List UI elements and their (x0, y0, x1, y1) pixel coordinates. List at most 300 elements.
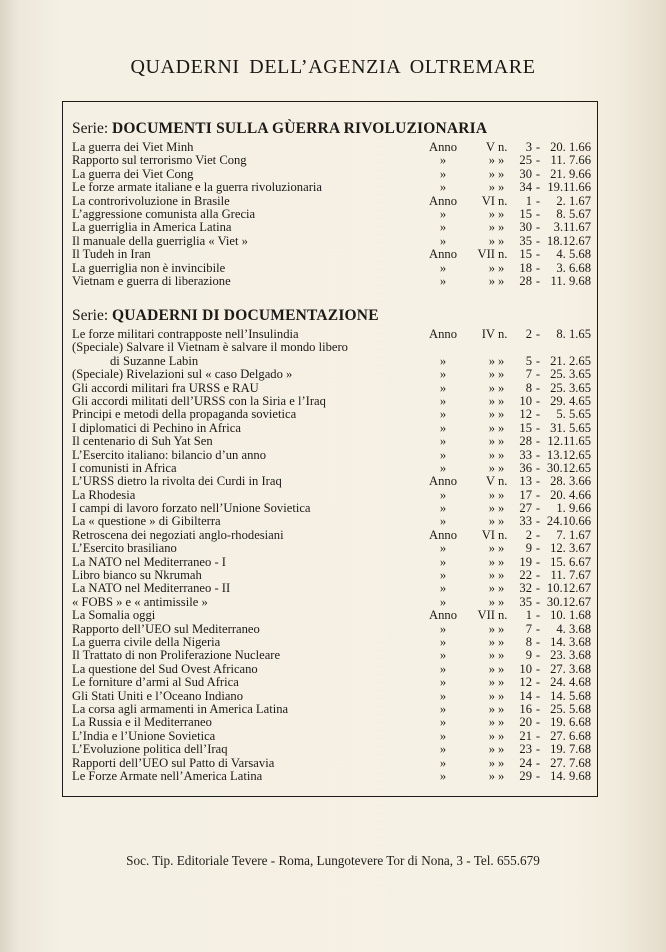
item-date: 27. 3.68 (550, 661, 591, 676)
item-title: (Speciale) Salvare il Vietnam è salvare il mondo libero (72, 340, 348, 355)
item-volume: V (485, 140, 495, 154)
list-item (72, 208, 591, 221)
item-volume: » (488, 501, 495, 516)
item-n: » (498, 447, 505, 462)
item-volume: » (488, 260, 495, 275)
item-title: La Somalia oggi (72, 608, 156, 623)
list-item (72, 408, 591, 421)
item-anno: Anno (429, 474, 457, 489)
list-item (72, 730, 591, 743)
item-date: 25. 3.65 (550, 380, 591, 395)
item-title: I diplomatici di Pechino in Africa (72, 420, 241, 435)
item-issue: 29 (519, 768, 532, 783)
item-anno: » (439, 701, 447, 716)
series-name: QUADERNI DI DOCUMENTAZIONE (112, 307, 379, 324)
item-issue: 27 (519, 501, 532, 516)
item-issue: 7 (525, 367, 532, 382)
item-title: L’Esercito italiano: bilancio d’un anno (72, 447, 266, 462)
item-date: 24. 4.68 (550, 675, 591, 690)
item-issue: 10 (519, 393, 532, 408)
item-date: 25. 3.65 (550, 367, 591, 382)
item-separator: - (535, 661, 541, 676)
item-date: 8. 1.65 (556, 327, 591, 341)
item-separator: - (535, 554, 541, 569)
item-issue: 20 (519, 715, 532, 730)
item-title: La Rhodesia (72, 487, 136, 502)
list-item (72, 181, 591, 194)
item-title: L’Esercito brasiliano (72, 541, 177, 556)
item-date: 3.11.67 (553, 220, 591, 235)
item-volume: » (488, 166, 495, 181)
item-n: » (498, 768, 505, 783)
item-n: » (498, 233, 505, 248)
item-separator: - (535, 514, 541, 529)
item-date: 31. 5.65 (550, 420, 591, 435)
item-separator: - (535, 447, 541, 462)
list-item (72, 676, 591, 689)
list-item (72, 757, 591, 770)
item-anno: » (439, 206, 447, 221)
item-date: 19.11.66 (547, 180, 591, 195)
item-title: Il manuale della guerriglia « Viet » (72, 233, 248, 248)
item-volume: » (488, 661, 495, 676)
item-separator: - (535, 460, 541, 475)
item-separator: - (535, 487, 541, 502)
item-n: » (498, 273, 505, 288)
list-item (72, 355, 591, 368)
item-volume: » (488, 728, 495, 743)
item-volume: » (488, 393, 495, 408)
item-title: La NATO nel Mediterraneo - I (72, 554, 226, 569)
item-volume: » (488, 420, 495, 435)
item-date: 7. 1.67 (556, 527, 591, 542)
item-title: Il Tudeh in Iran (72, 247, 151, 262)
item-volume: » (488, 742, 495, 757)
item-title: Gli accordi militari fra URSS e RAU (72, 380, 259, 395)
item-anno: » (439, 166, 447, 181)
item-n: » (498, 206, 505, 221)
item-anno: » (439, 233, 447, 248)
series-name: DOCUMENTI SULLA GÙERRA RIVOLUZIONARIA (112, 120, 488, 137)
item-date: 21. 9.66 (550, 166, 591, 181)
item-title: La corsa agli armamenti in America Latina (72, 701, 289, 716)
list-item (72, 422, 591, 435)
item-n: » (498, 661, 505, 676)
item-volume: » (488, 367, 495, 382)
list-item (72, 275, 591, 288)
list-item (72, 770, 591, 783)
item-date: 5. 5.65 (556, 407, 591, 422)
item-volume: » (488, 353, 495, 368)
item-issue: 10 (519, 661, 532, 676)
series-heading (72, 119, 591, 139)
list-item (72, 168, 591, 181)
item-title: di Suzanne Labin (110, 353, 199, 368)
item-volume: » (488, 273, 495, 288)
item-volume: » (488, 407, 495, 422)
item-n: » (498, 581, 505, 596)
item-date: 23. 3.68 (550, 648, 591, 663)
list-item (72, 609, 591, 622)
item-date: 4. 3.68 (556, 621, 591, 636)
item-anno: » (439, 447, 447, 462)
item-anno: Anno (429, 140, 457, 154)
item-n: » (498, 420, 505, 435)
list-item (72, 462, 591, 475)
list-item (72, 221, 591, 234)
item-separator: - (535, 608, 541, 623)
item-title: I campi di lavoro forzato nell’Unione Sovietica (72, 501, 311, 516)
item-anno: » (439, 273, 447, 288)
item-anno: » (439, 460, 447, 475)
item-issue: 15 (519, 206, 532, 221)
item-issue: 32 (519, 581, 532, 596)
item-volume: VII (477, 608, 495, 623)
item-anno: » (439, 648, 447, 663)
list-item (72, 195, 591, 208)
item-anno: » (439, 581, 447, 596)
item-volume: » (488, 675, 495, 690)
item-separator: - (535, 715, 541, 730)
list-item (72, 542, 591, 555)
item-anno: » (439, 634, 447, 649)
item-separator: - (535, 353, 541, 368)
item-n: » (498, 260, 505, 275)
item-n: n. (498, 140, 508, 154)
item-separator: - (535, 434, 541, 449)
item-issue: 35 (519, 233, 532, 248)
item-date: 11. 7.67 (550, 568, 591, 583)
item-title: Vietnam e guerra di liberazione (72, 273, 231, 288)
item-n: » (498, 353, 505, 368)
item-n: » (498, 367, 505, 382)
item-date: 4. 5.68 (556, 247, 591, 262)
item-n: » (498, 460, 505, 475)
item-date: 27. 7.68 (550, 755, 591, 770)
item-anno: » (439, 501, 447, 516)
item-volume: » (488, 153, 495, 168)
item-separator: - (535, 768, 541, 783)
item-title: (Speciale) Rivelazioni sul « caso Delgado » (72, 367, 293, 382)
list-item (72, 663, 591, 676)
item-issue: 9 (525, 541, 532, 556)
item-separator: - (535, 220, 541, 235)
item-anno: » (439, 353, 447, 368)
item-date: 12.11.65 (547, 434, 591, 449)
item-volume: V (485, 474, 495, 489)
item-date: 8. 5.67 (556, 206, 591, 221)
item-volume: IV (481, 327, 495, 341)
item-anno: » (439, 260, 447, 275)
item-issue: 36 (519, 460, 532, 475)
item-volume: » (488, 768, 495, 783)
item-n: » (498, 688, 505, 703)
item-anno: » (439, 661, 447, 676)
list-item (72, 154, 591, 167)
item-volume: » (488, 648, 495, 663)
item-n: n. (498, 193, 508, 208)
item-issue: 7 (525, 621, 532, 636)
item-n: n. (498, 527, 508, 542)
item-volume: » (488, 568, 495, 583)
list-item (72, 569, 591, 582)
item-issue: 16 (519, 701, 532, 716)
item-separator: - (535, 634, 541, 649)
item-issue: 3 (525, 140, 532, 154)
item-n: » (498, 180, 505, 195)
item-n: » (498, 514, 505, 529)
item-date: 15. 6.67 (550, 554, 591, 569)
item-title: Gli Stati Uniti e l’Oceano Indiano (72, 688, 244, 703)
item-n: » (498, 541, 505, 556)
list-item (72, 328, 591, 341)
item-separator: - (535, 206, 541, 221)
item-title: Le Forze Armate nell’America Latina (72, 768, 263, 783)
item-anno: » (439, 554, 447, 569)
item-anno: » (439, 380, 447, 395)
item-issue: 21 (519, 728, 532, 743)
item-anno: » (439, 180, 447, 195)
item-volume: » (488, 514, 495, 529)
item-separator: - (535, 728, 541, 743)
item-separator: - (535, 393, 541, 408)
list-item (72, 395, 591, 408)
item-title: Rapporti dell’UEO sul Patto di Varsavia (72, 755, 275, 770)
item-anno: » (439, 220, 447, 235)
list-item (72, 141, 591, 154)
item-title: La Russia e il Mediterraneo (72, 715, 212, 730)
item-anno: » (439, 768, 447, 783)
item-title: Il Trattato di non Proliferazione Nucleare (72, 648, 281, 663)
list-item (72, 449, 591, 462)
item-n: » (498, 153, 505, 168)
item-anno: » (439, 688, 447, 703)
item-title: Gli accordi militati dell’URSS con la Siria e l’Iraq (72, 393, 326, 408)
list-item (72, 435, 591, 448)
item-title: Principi e metodi della propaganda sovietica (72, 407, 297, 422)
series-list (72, 141, 591, 288)
item-date: 19. 6.68 (550, 715, 591, 730)
item-n: » (498, 487, 505, 502)
item-separator: - (535, 541, 541, 556)
item-title: Rapporto dell’UEO sul Mediterraneo (72, 621, 260, 636)
list-item (72, 582, 591, 595)
item-title: Le forze armate italiane e la guerra rivoluzionaria (72, 180, 322, 195)
item-volume: » (488, 755, 495, 770)
item-volume: » (488, 688, 495, 703)
item-issue: 28 (519, 273, 532, 288)
item-anno: Anno (429, 247, 457, 262)
item-volume: » (488, 541, 495, 556)
item-anno: » (439, 434, 447, 449)
item-n: » (498, 728, 505, 743)
item-separator: - (535, 701, 541, 716)
item-date: 10.12.67 (546, 581, 591, 596)
item-volume: » (488, 460, 495, 475)
item-n: » (498, 568, 505, 583)
item-title: Le forniture d’armi al Sud Africa (72, 675, 239, 690)
list-item (72, 475, 591, 488)
item-date: 21. 2.65 (550, 353, 591, 368)
item-separator: - (535, 166, 541, 181)
item-issue: 12 (519, 407, 532, 422)
item-title: Retroscena dei negoziati anglo-rhodesiani (72, 527, 284, 542)
item-volume: » (488, 447, 495, 462)
item-n: » (498, 715, 505, 730)
item-date: 19. 7.68 (550, 742, 591, 757)
item-issue: 22 (519, 568, 532, 583)
item-volume: » (488, 594, 495, 609)
item-date: 12. 3.67 (550, 541, 591, 556)
item-issue: 15 (519, 420, 532, 435)
item-title: I comunisti in Africa (72, 460, 177, 475)
item-n: » (498, 621, 505, 636)
item-issue: 34 (519, 180, 532, 195)
item-n: » (498, 648, 505, 663)
item-separator: - (535, 380, 541, 395)
item-issue: 30 (519, 220, 532, 235)
item-date: 11. 9.68 (550, 273, 591, 288)
item-separator: - (535, 501, 541, 516)
item-date: 30.12.67 (546, 594, 591, 609)
item-n: » (498, 166, 505, 181)
item-anno: Anno (429, 608, 457, 623)
item-anno: » (439, 420, 447, 435)
item-n: n. (498, 608, 508, 623)
item-anno: » (439, 407, 447, 422)
item-anno: » (439, 541, 447, 556)
item-issue: 33 (519, 447, 532, 462)
item-separator: - (535, 193, 541, 208)
item-anno: » (439, 742, 447, 757)
list-item (72, 743, 591, 756)
item-issue: 8 (525, 634, 532, 649)
item-volume: » (488, 634, 495, 649)
item-volume: » (488, 581, 495, 596)
item-separator: - (535, 474, 541, 489)
list-item (72, 690, 591, 703)
item-n: » (498, 675, 505, 690)
item-n: » (498, 594, 505, 609)
item-title: Il centenario di Suh Yat Sen (72, 434, 213, 449)
item-date: 10. 1.68 (550, 608, 591, 623)
series-quaderni (72, 306, 591, 783)
item-date: 20. 1.66 (550, 140, 591, 154)
item-issue: 33 (519, 514, 532, 529)
item-title: Libro bianco su Nkrumah (72, 568, 202, 583)
item-date: 20. 4.66 (550, 487, 591, 502)
item-anno: Anno (429, 193, 457, 208)
page-title: QUADERNI DELL’AGENZIA OLTREMARE (130, 56, 536, 78)
item-title: La « questione » di Gibilterra (72, 514, 221, 529)
item-n: n. (498, 327, 508, 341)
item-anno: » (439, 675, 447, 690)
list-item (72, 716, 591, 729)
list-item (72, 368, 591, 381)
item-issue: 13 (519, 474, 532, 489)
item-anno: Anno (429, 527, 457, 542)
item-anno: Anno (429, 327, 457, 341)
item-separator: - (535, 327, 541, 341)
item-separator: - (535, 367, 541, 382)
item-volume: » (488, 220, 495, 235)
item-title: La guerriglia in America Latina (72, 220, 232, 235)
item-n: n. (498, 247, 508, 262)
list-item (72, 623, 591, 636)
item-anno: » (439, 621, 447, 636)
item-volume: » (488, 206, 495, 221)
item-date: 24.10.66 (546, 514, 591, 529)
item-title: Le forze militari contrapposte nell’Insulindia (72, 327, 299, 341)
item-date: 18.12.67 (546, 233, 591, 248)
item-separator: - (535, 648, 541, 663)
item-separator: - (535, 140, 541, 154)
item-n: » (498, 742, 505, 757)
item-issue: 5 (525, 353, 532, 368)
item-issue: 17 (519, 487, 532, 502)
item-issue: 25 (519, 153, 532, 168)
item-n: » (498, 701, 505, 716)
item-issue: 12 (519, 675, 532, 690)
item-anno: » (439, 367, 447, 382)
item-separator: - (535, 247, 541, 262)
series-label: Serie: (72, 307, 109, 324)
item-volume: » (488, 554, 495, 569)
item-issue: 28 (519, 434, 532, 449)
item-issue: 19 (519, 554, 532, 569)
item-volume: VI (481, 193, 495, 208)
item-issue: 2 (525, 327, 532, 341)
publisher-footer: Soc. Tip. Editoriale Tevere - Roma, Lungotevere Tor di Nona, 3 - Tel. 655.679 (126, 853, 540, 868)
item-volume: » (488, 621, 495, 636)
item-separator: - (535, 675, 541, 690)
item-title: L’aggressione comunista alla Grecia (72, 206, 256, 221)
item-n: » (498, 220, 505, 235)
item-anno: » (439, 755, 447, 770)
list-item (72, 529, 591, 542)
item-issue: 23 (519, 742, 532, 757)
item-n: » (498, 501, 505, 516)
item-issue: 35 (519, 594, 532, 609)
item-title: Rapporto sul terrorismo Viet Cong (72, 153, 247, 168)
item-issue: 30 (519, 166, 532, 181)
item-n: » (498, 554, 505, 569)
item-separator: - (535, 621, 541, 636)
item-n: » (498, 755, 505, 770)
list-item (72, 596, 591, 609)
list-item (72, 502, 591, 515)
item-date: 13.12.65 (546, 447, 591, 462)
item-separator: - (535, 407, 541, 422)
item-title: L’Evoluzione politica dell’Iraq (72, 742, 228, 757)
item-volume: » (488, 715, 495, 730)
item-date: 28. 3.66 (550, 474, 591, 489)
catalog-box (62, 101, 598, 797)
item-title: La guerra civile della Nigeria (72, 634, 221, 649)
list-item (72, 703, 591, 716)
item-date: 14. 9.68 (550, 768, 591, 783)
item-volume: VI (481, 527, 495, 542)
item-anno: » (439, 514, 447, 529)
item-volume: » (488, 701, 495, 716)
item-issue: 15 (519, 247, 532, 262)
item-date: 3. 6.68 (556, 260, 591, 275)
item-n: » (498, 393, 505, 408)
item-n: » (498, 407, 505, 422)
item-title: La guerriglia non è invincibile (72, 260, 226, 275)
item-date: 27. 6.68 (550, 728, 591, 743)
item-anno: » (439, 153, 447, 168)
